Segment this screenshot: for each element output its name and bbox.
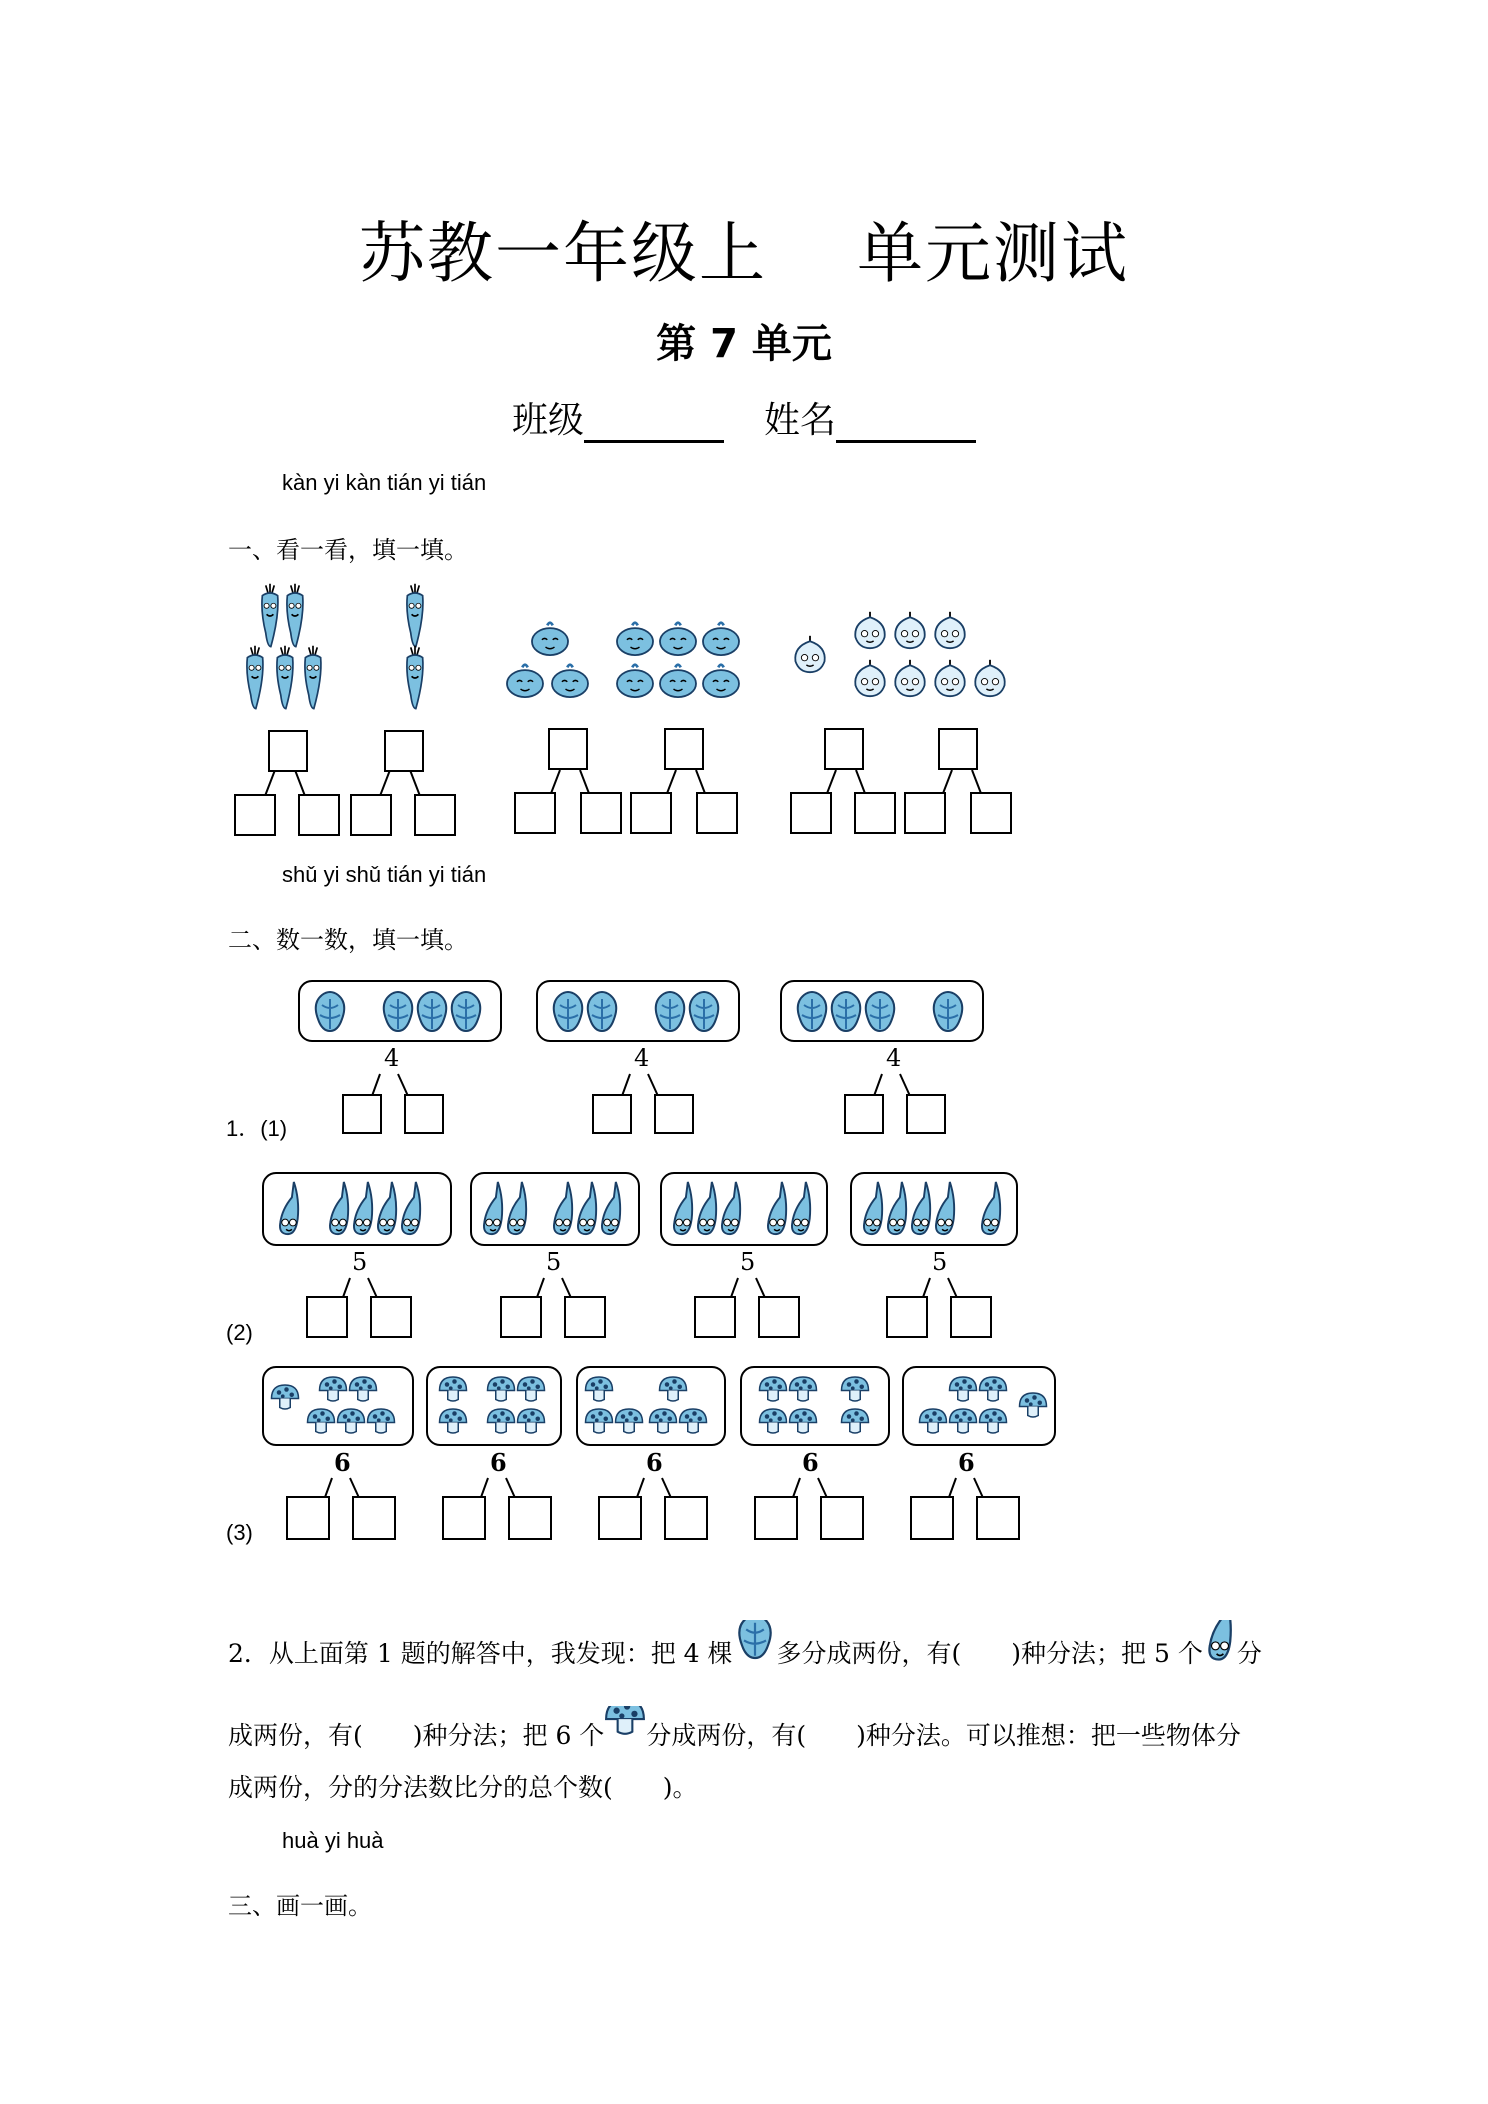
bond-right-box[interactable] [564, 1296, 606, 1338]
class-name-line [0, 392, 1488, 443]
bond-left-box[interactable] [342, 1094, 382, 1134]
cabbage-box [780, 980, 984, 1042]
bond-right-box[interactable] [854, 792, 896, 834]
row3-total: 6 [490, 1448, 507, 1477]
bond-left-box[interactable] [442, 1496, 486, 1540]
bond-right-box[interactable] [820, 1496, 864, 1540]
q2-line1-c: 分 [1236, 1639, 1262, 1668]
bond-left-box[interactable] [350, 794, 392, 836]
row1-total: 4 [384, 1044, 400, 1072]
row2-total: 5 [352, 1248, 368, 1276]
bond-right-box[interactable] [580, 792, 622, 834]
bond-right-box[interactable] [664, 1496, 708, 1540]
bond-left-box[interactable] [598, 1496, 642, 1540]
section2-pinyin: shǔ yi shǔ tián yi tián [282, 862, 487, 887]
row3-total: 6 [334, 1448, 351, 1477]
bond-right-box[interactable] [508, 1496, 552, 1540]
mushroom-box [426, 1366, 562, 1446]
bond-right-box[interactable] [352, 1496, 396, 1540]
bond-right-box[interactable] [950, 1296, 992, 1338]
mushroom-box [740, 1366, 890, 1446]
q2-line2 [228, 1706, 1288, 1752]
bond-right-box[interactable] [758, 1296, 800, 1338]
pepper-icon [1203, 1620, 1237, 1668]
q2-line1-a: 2．从上面第 1 题的解答中，我发现：把 4 棵 [228, 1639, 733, 1668]
garlic-group-1 [795, 636, 824, 672]
section1-heading: 一、看一看，填一填。 [228, 536, 468, 564]
bond-top-box[interactable] [824, 728, 864, 770]
pepper-box [470, 1172, 640, 1246]
pepper-box [850, 1172, 1018, 1246]
bond-top-box[interactable] [268, 730, 308, 772]
bond-left-box[interactable] [286, 1496, 330, 1540]
bond-right-box[interactable] [654, 1094, 694, 1134]
bond-left-box[interactable] [790, 792, 832, 834]
bond-right-box[interactable] [298, 794, 340, 836]
pepper-box [262, 1172, 452, 1246]
q2-line1-b: 多分成两份，有( )种分法；把 5 个 [776, 1639, 1203, 1668]
bond-left-box[interactable] [904, 792, 946, 834]
q3-label: (3) [226, 1520, 253, 1545]
garlic-group-2 [855, 612, 1004, 696]
bond-left-box[interactable] [630, 792, 672, 834]
bond-right-box[interactable] [696, 792, 738, 834]
row3-total: 6 [646, 1448, 663, 1477]
bond-top-box[interactable] [938, 728, 978, 770]
mushroom-icon [604, 1706, 646, 1748]
cabbage-box [298, 980, 502, 1042]
cabbage-box [536, 980, 740, 1042]
q2-line2-b: 分成两份，有( )种分法。可以推想：把一些物体分 [646, 1721, 1241, 1750]
page-title [0, 200, 1488, 295]
row2-total: 5 [546, 1248, 562, 1276]
bun-group-2 [617, 623, 739, 697]
row1-bond-lines [330, 1050, 980, 1100]
q2-line1 [228, 1620, 1288, 1670]
q2-line3: 成两份，分的分法数比分的总个数( )。 [228, 1773, 698, 1802]
carrot-group-1 [247, 584, 321, 709]
bond-left-box[interactable] [306, 1296, 348, 1338]
name-blank[interactable] [836, 404, 976, 443]
pepper-box [660, 1172, 828, 1246]
mushroom-box [576, 1366, 726, 1446]
bond-right-box[interactable] [404, 1094, 444, 1134]
bond-right-box[interactable] [906, 1094, 946, 1134]
mushroom-box [902, 1366, 1056, 1446]
row1-total: 4 [886, 1044, 902, 1072]
section1-pictures [230, 582, 1030, 712]
bond-left-box[interactable] [514, 792, 556, 834]
bond-right-box[interactable] [976, 1496, 1020, 1540]
section3-pinyin: huà yi huà [282, 1828, 384, 1853]
bond-left-box[interactable] [500, 1296, 542, 1338]
bond-top-box[interactable] [384, 730, 424, 772]
row2-total: 5 [932, 1248, 948, 1276]
section3-heading: 三、画一画。 [228, 1892, 372, 1920]
row1-total: 4 [634, 1044, 650, 1072]
bond-left-box[interactable] [694, 1296, 736, 1338]
row3-total: 6 [958, 1448, 975, 1477]
class-label: 班级 [511, 400, 584, 441]
class-blank[interactable] [584, 404, 724, 443]
bond-top-box[interactable] [548, 728, 588, 770]
bond-left-box[interactable] [234, 794, 276, 836]
unit-title: 第 7 单元 [656, 321, 832, 367]
carrot-group-2 [407, 584, 423, 709]
bond-left-box[interactable] [754, 1496, 798, 1540]
bun-group-1 [507, 623, 588, 697]
bond-top-box[interactable] [664, 728, 704, 770]
bond-left-box[interactable] [592, 1094, 632, 1134]
q2-line2-a: 成两份，有( )种分法；把 6 个 [228, 1721, 605, 1750]
mushroom-box [262, 1366, 414, 1446]
q2-label: (2) [226, 1320, 253, 1345]
bond-right-box[interactable] [370, 1296, 412, 1338]
bond-left-box[interactable] [844, 1094, 884, 1134]
section1-pinyin: kàn yi kàn tián yi tián [282, 470, 487, 495]
name-label: 姓名 [764, 400, 837, 441]
row3-total: 6 [802, 1448, 819, 1477]
bond-right-box[interactable] [970, 792, 1012, 834]
row2-total: 5 [740, 1248, 756, 1276]
bond-right-box[interactable] [414, 794, 456, 836]
title-right: 单元测试 [857, 215, 1129, 292]
title-left: 苏教一年级上 [359, 215, 767, 292]
cabbage-icon [733, 1620, 777, 1668]
bond-left-box[interactable] [910, 1496, 954, 1540]
section2-heading: 二、数一数，填一填。 [228, 926, 468, 954]
bond-left-box[interactable] [886, 1296, 928, 1338]
q1-label: 1．(1) [226, 1116, 288, 1141]
